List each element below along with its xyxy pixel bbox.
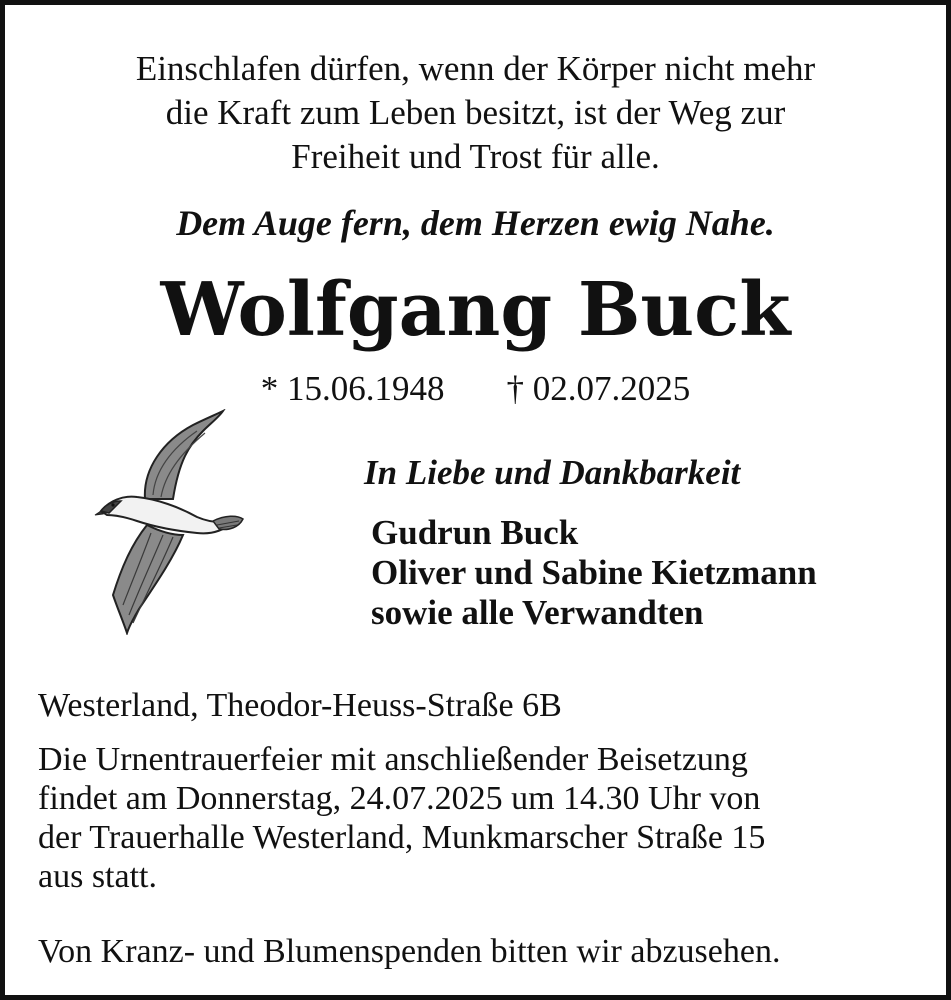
love-line: In Liebe und Dankbarkeit [364, 453, 741, 492]
ceremony-line: aus statt. [38, 858, 157, 895]
ceremony-info [38, 740, 928, 896]
poem-line: die Kraft zum Leben besitzt, ist der Weg zur [165, 93, 786, 132]
motto: Dem Auge fern, dem Herzen ewig Nahe. [176, 203, 775, 243]
bird-upper-wing [145, 411, 223, 499]
death-date: † 02.07.2025 [506, 369, 691, 408]
poem-line: Einschlafen dürfen, wenn der Körper nicht mehr [135, 49, 816, 88]
life-dates [5, 365, 946, 413]
ceremony-line: Die Urnentrauerfeier mit anschließender Beisetzung [38, 741, 748, 778]
seagull-icon [93, 409, 245, 635]
deceased-name: Wolfgang Buck [160, 267, 791, 353]
family-member: Oliver und Sabine Kietzmann [371, 553, 817, 592]
address: Westerland, Theodor-Heuss-Straße 6B [38, 687, 562, 724]
flowers-note: Von Kranz- und Blumenspenden bitten wir abzusehen. [38, 933, 781, 970]
birth-date: * 15.06.1948 [260, 369, 445, 408]
ceremony-line: der Trauerhalle Westerland, Munkmarscher Straße 15 [38, 819, 766, 856]
family-member: sowie alle Verwandten [371, 593, 704, 632]
ceremony-line: findet am Donnerstag, 24.07.2025 um 14.30 Uhr von [38, 780, 761, 817]
family-signature [371, 513, 817, 633]
family-member: Gudrun Buck [371, 513, 579, 552]
poem [5, 47, 946, 179]
poem-line: Freiheit und Trost für alle. [291, 137, 660, 176]
